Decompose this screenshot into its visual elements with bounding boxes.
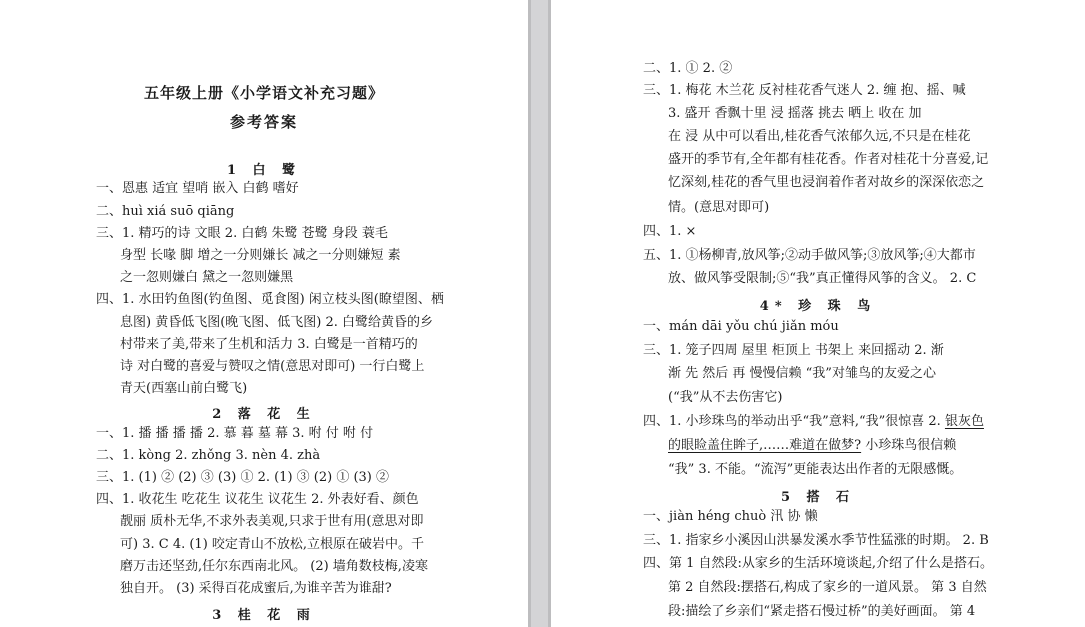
lesson-1-line: 青天(西塞山前白鹭飞) [120, 381, 248, 396]
lesson-3-line: 二、1. ① 2. ② [643, 61, 733, 76]
lesson-1-heading: 1 白 鹭 [226, 163, 302, 178]
lesson-1-line: 村带来了美,带来了生机和活力 3. 白鹭是一首精巧的 [120, 337, 418, 352]
lesson-2-heading: 2 落 花 生 [212, 407, 316, 422]
lesson-5-line: 一、jiàn héng chuò 汛 协 懒 [643, 509, 818, 524]
lesson-2-line: 一、1. 播 播 播 播 2. 慕 暮 墓 幕 3. 咐 付 咐 付 [96, 426, 374, 441]
lesson-2-line: 可) 3. C 4. (1) 咬定青山不放松,立根原在破岩中。千 [120, 537, 425, 552]
left-page [0, 0, 528, 627]
lesson-5-heading: 5 搭 石 [780, 490, 856, 505]
lesson-3-line: 放、做风筝受限制;⑤“我”真正懂得风筝的含义。 2. C [668, 271, 977, 286]
lesson-2-line: 独自开。 (3) 采得百花成蜜后,为谁辛苦为谁甜? [120, 581, 392, 596]
lesson-2-line: 磨万击还坚劲,任尔东西南北风。 (2) 墙角数枝梅,凌寒 [120, 559, 428, 574]
lesson-5-line: 第 2 自然段:摆搭石,构成了家乡的一道风景。 第 3 自然 [668, 580, 987, 595]
lesson-4-line: 一、mán dāi yǒu chú jiǎn móu [643, 319, 839, 334]
page-gutter [528, 0, 551, 627]
lesson-3-line: 盛开的季节有,全年都有桂花香。作者对桂花十分喜爱,记 [668, 152, 989, 167]
lesson-1-line: 身型 长喙 脚 增之一分则嫌长 减之一分则嫌短 素 [120, 248, 401, 263]
lesson-2-line: 三、1. (1) ② (2) ③ (3) ① 2. (1) ③ (2) ① (3) ② [96, 470, 390, 485]
lesson-1-line: 息图) 黄昏低飞图(晚飞图、低飞图) 2. 白鹭给黄昏的乡 [120, 315, 434, 330]
answer-key-subtitle: 参考答案 [229, 113, 298, 131]
lesson-4-line: 三、1. 笼子四周 屋里 柜顶上 书架上 来回摇动 2. 渐 [643, 343, 944, 358]
lesson-5-line: 三、1. 指家乡小溪因山洪暴发溪水季节性猛涨的时期。 2. B [643, 533, 989, 548]
lesson-1-line: 四、1. 水田钓鱼图(钓鱼图、觅食图) 闲立枝头图(瞭望图、栖 [96, 292, 444, 307]
lesson-5-line: 四、第 1 自然段:从家乡的生活环境谈起,介绍了什么是搭石。 [643, 556, 994, 571]
lesson-3-line: 3. 盛开 香飘十里 浸 摇落 挑去 晒上 收在 加 [668, 106, 922, 121]
lesson-1-line: 诗 对白鹭的喜爱与赞叹之情(意思对即可) 一行白鹭上 [120, 359, 425, 374]
lesson-4-line: “我” 3. 不能。“流泻”更能表达出作者的无限感慨。 [668, 462, 963, 477]
lesson-4-line: (“我”从不去伤害它) [668, 390, 783, 405]
lesson-3-line: 情。(意思对即可) [668, 200, 770, 215]
lesson-1-line: 之一忽则嫌白 黛之一忽则嫌黑 [120, 270, 294, 285]
lesson-3-heading: 3 桂 花 雨 [212, 608, 316, 623]
lesson-2-line: 二、1. kòng 2. zhǒng 3. nèn 4. zhà [96, 448, 321, 463]
lesson-4-q4-text: 小珍珠鸟很信赖 [861, 438, 957, 453]
lesson-4-line [668, 438, 956, 454]
lesson-1-line: 二、huì xiá suō qiāng [96, 204, 235, 219]
lesson-3-line: 三、1. 梅花 木兰花 反衬桂花香气迷人 2. 缠 抱、摇、喊 [643, 83, 966, 98]
lesson-3-line: 在 浸 从中可以看出,桂花香气浓郁久远,不只是在桂花 [668, 129, 971, 144]
right-page [551, 0, 1085, 627]
lesson-5-line: 段:描绘了乡亲们“紧走搭石慢过桥”的美好画面。 第 4 [668, 604, 976, 619]
lesson-3-line: 忆深刻,桂花的香气里也浸润着作者对故乡的深深依恋之 [668, 175, 985, 190]
lesson-4-line: 渐 先 然后 再 慢慢信赖 “我”对雏鸟的友爱之心 [668, 366, 936, 381]
underlined-answer: 银灰色 [944, 414, 984, 429]
lesson-4-q4-text: 四、1. 小珍珠鸟的举动出乎“我”意料,“我”很惊喜 2. [643, 414, 941, 429]
lesson-3-line: 五、1. ①杨柳青,放风筝;②动手做风筝;③放风筝;④大都市 [643, 248, 976, 263]
lesson-4-heading: 4* 珍 珠 鸟 [759, 299, 877, 314]
lesson-2-line: 靓丽 质朴无华,不求外表美观,只求于世有用(意思对即 [120, 514, 424, 529]
lesson-3-line: 四、1. × [643, 224, 697, 239]
underlined-answer: 的眼睑盖住眸子,……难道在做梦? [668, 438, 862, 453]
book-title: 五年级上册《小学语文补充习题》 [143, 84, 384, 102]
lesson-1-line: 三、1. 精巧的诗 文眼 2. 白鹤 朱鹭 苍鹭 身段 蓑毛 [96, 226, 388, 241]
lesson-1-line: 一、恩惠 适宜 望哨 嵌入 白鹤 嗜好 [96, 181, 299, 196]
lesson-4-line [643, 414, 984, 430]
lesson-2-line: 四、1. 收花生 吃花生 议花生 议花生 2. 外表好看、颜色 [96, 492, 419, 507]
